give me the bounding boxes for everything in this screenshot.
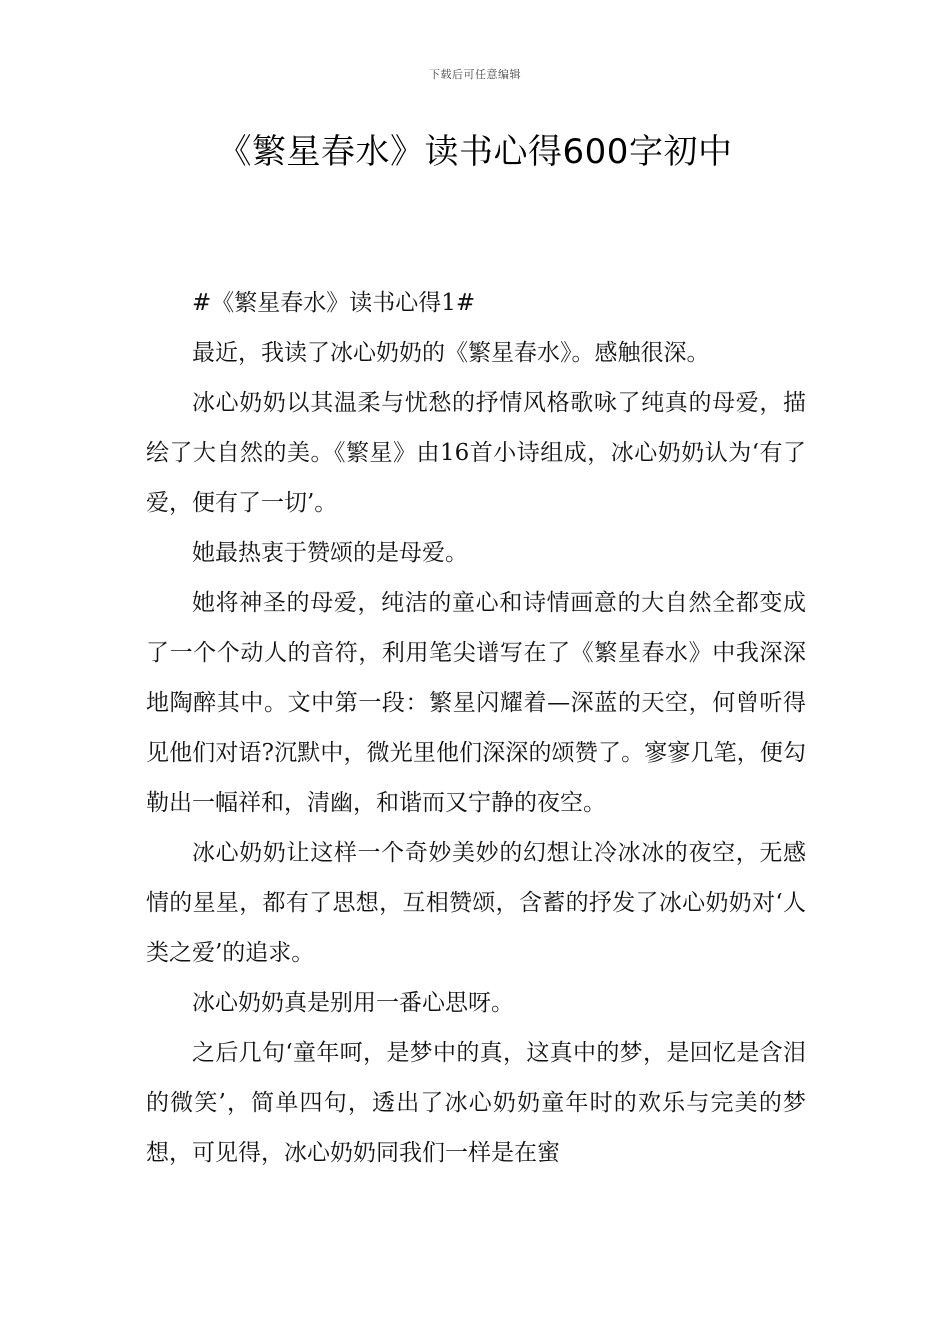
paragraph: 最近，我读了冰心奶奶的《繁星春水》。感触很深。 xyxy=(192,340,710,366)
paragraph: 冰心奶奶真是别用一番心思呀。 xyxy=(192,990,514,1016)
paragraph: 她最热衷于赞颂的是母爱。 xyxy=(192,540,468,566)
paragraph: 之后几句‘童年呵，是梦中的真，这真中的梦，是回忆是含泪的微笑’，简单四句，透出了冰心奶奶童年时的欢乐与完美的梦想，可见得，冰心奶奶同我们一样是在蜜 xyxy=(146,1040,806,1166)
paragraph: 她将神圣的母爱，纯洁的童心和诗情画意的大自然全都变成了一个个动人的音符，利用笔尖谱写在了《繁星春水》中我深深地陶醉其中。文中第一段：繁星闪耀着—深蓝的天空，何曾听得见他们对语?沉默中，微光里他们深深的颂赞了。寥寥几笔，便勾勒出一幅祥和，清幽，和谐而又宁静的夜空。 xyxy=(146,590,806,816)
paragraph-section-heading: #《繁星春水》读书心得1# xyxy=(192,290,476,316)
document-body xyxy=(146,278,806,1178)
paragraph: 冰心奶奶以其温柔与忧愁的抒情风格歌咏了纯真的母爱，描绘了大自然的美。《繁星》由16首小诗组成，冰心奶奶认为‘有了爱，便有了一切’。 xyxy=(146,390,806,516)
header-note: 下载后可任意编辑 xyxy=(429,68,521,81)
paragraph: 冰心奶奶让这样一个奇妙美妙的幻想让冷冰冰的夜空，无感情的星星，都有了思想，互相赞颂，含蓄的抒发了冰心奶奶对‘人类之爱’的追求。 xyxy=(146,840,806,966)
document-title: 《繁星春水》读书心得600字初中 xyxy=(217,132,733,172)
